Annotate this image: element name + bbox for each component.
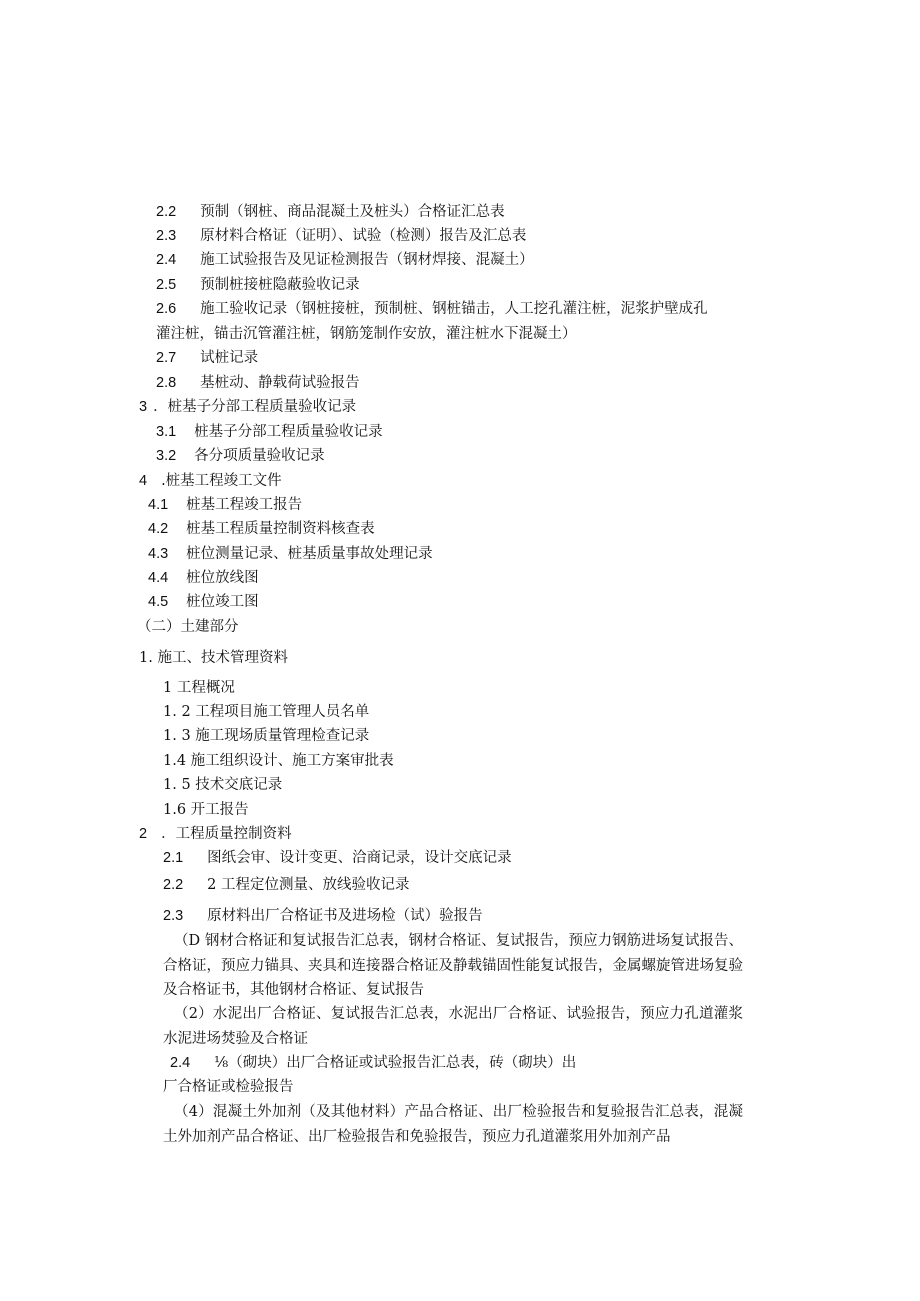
part-heading: （二）土建部分 (137, 619, 239, 635)
paragraph: （2）水泥出厂合格证、复试报告汇总表，水泥出厂合格证、试验报告，预应力孔道灌浆水泥进场焚验及合格证 (163, 1006, 743, 1047)
list-item: 2.2 预制（钢桩、商品混凝土及桩头）合格证汇总表 (156, 204, 505, 220)
list-item: 1. 5 技术交底记录 (163, 777, 283, 793)
list-item: 2.8 基桩动、静载荷试验报告 (156, 375, 360, 391)
paragraph: （4）混凝土外加剂（及其他材料）产品合格证、出厂检验报告和复验报告汇总表，混凝土外加剂产品合格证、出厂检验报告和免验报告，预应力孔道灌浆用外加剂产品 (163, 1104, 743, 1145)
list-item: 4.5 桩位竣工图 (148, 594, 259, 610)
section-heading: 3 ．桩基子分部工程质量验收记录 (139, 399, 357, 415)
list-item: 1.6 开工报告 (163, 802, 249, 818)
list-item: 2.3 原材料合格证（证明）、试验（检测）报告及汇总表 (156, 228, 527, 244)
list-item: 4.3 桩位测量记录、桩基质量事故处理记录 (148, 546, 433, 562)
list-item: 3.1 桩基子分部工程质量验收记录 (156, 424, 383, 440)
list-item: 3.2 各分项质量验收记录 (156, 448, 325, 464)
list-item: 2.3 原材料出厂合格证书及进场检（试）验报告 (163, 908, 483, 924)
list-item: 4.2 桩基工程质量控制资料核查表 (148, 521, 375, 537)
section-heading: 2 ．工程质量控制资料 (139, 826, 292, 842)
list-item: 1. 2 工程项目施工管理人员名单 (163, 704, 370, 720)
list-item: 2.4 ⅛（砌块）出厂合格证或试验报告汇总表，砖（砌块）出 (170, 1055, 577, 1071)
list-item: 4.4 桩位放线图 (148, 570, 259, 586)
list-item: 2.5 预制桩接桩隐蔽验收记录 (156, 277, 360, 293)
section-heading: 1. 施工、技术管理资料 (139, 650, 288, 666)
section-heading: 4 .桩基工程竣工文件 (139, 473, 282, 489)
list-item: 2.1 图纸会审、设计变更、洽商记录，设计交底记录 (163, 850, 512, 866)
list-item: 2.6 施工验收记录（钢桩接桩，预制桩、钢桩锚击，人工挖孔灌注桩，泥浆护壁成孔 (156, 301, 708, 317)
list-item: 1 工程概况 (163, 680, 235, 696)
list-item-continuation: 灌注桩，锚击沉管灌注桩，钢筋笼制作安放，灌注桩水下混凝土） (156, 326, 577, 342)
list-item: 1. 3 施工现场质量管理检查记录 (163, 728, 370, 744)
list-item: 4.1 桩基工程竣工报告 (148, 497, 303, 513)
paragraph: （D 钢材合格证和复试报告汇总表，钢材合格证、复试报告，预应力钢筋进场复试报告、合格证，预应力锚具、夹具和连接器合格证及静载锚固性能复试报告，金属螺旋管进场复验及合格证书，其他钢材合格证、复试报告 (163, 933, 743, 998)
list-item-continuation: 厂合格证或检验报告 (163, 1079, 294, 1095)
list-item: 2.2 2 工程定位测量、放线验收记录 (163, 877, 410, 893)
list-item: 2.4 施工试验报告及见证检测报告（钢材焊接、混凝土） (156, 252, 534, 268)
list-item: 2.7 试桩记录 (156, 350, 259, 366)
list-item: 1.4 施工组织设计、施工方案审批表 (163, 753, 394, 769)
